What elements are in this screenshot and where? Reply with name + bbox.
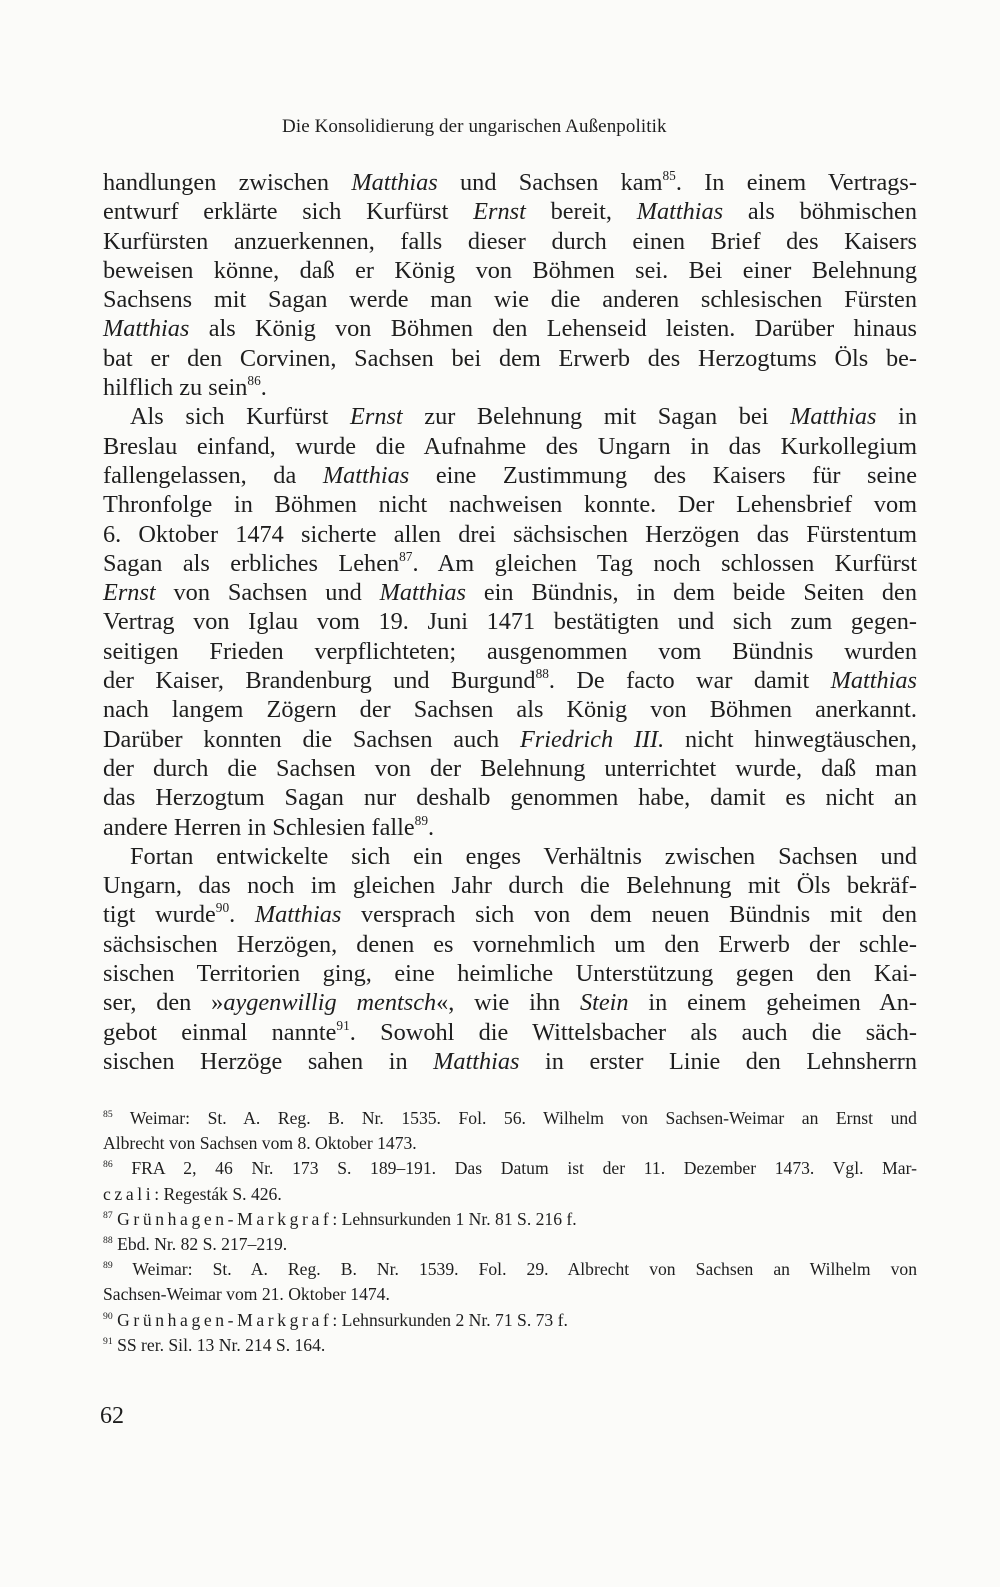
footnote-ref[interactable]: 91 <box>336 1017 350 1033</box>
footnote-ref[interactable]: 87 <box>399 548 413 564</box>
text-line: Thronfolge in Böhmen nicht nachweisen konnte. Der Lehensbrief vom <box>103 491 917 519</box>
text-line: Als sich Kurfürst Ernst zur Belehnung mit Sagan bei Matthias in <box>130 403 917 431</box>
text-line: beweisen könne, daß er König von Böhmen sei. Bei einer Belehnung <box>103 256 917 284</box>
text-line: der durch die Sachsen von der Belehnung unterrichtet wurde, daß man <box>103 754 917 782</box>
text-line: tigt wurde$^{90}$. Matthias versprach sich von dem neuen Bündnis mit den <box>103 900 917 929</box>
text-line: entwurf erklärte sich Kurfürst Ernst bereit, Matthias als böhmischen <box>103 198 917 226</box>
footnote-85-cont: Albrecht von Sachsen vom 8. Oktober 1473. <box>103 1133 417 1154</box>
text-line: der Kaiser, Brandenburg und Burgund$^{88}$. De facto war damit Matthias <box>103 666 917 695</box>
text-line: bat er den Corvinen, Sachsen bei dem Erwerb des Herzogtums Öls be- <box>103 344 917 372</box>
text-line: Ungarn, das noch im gleichen Jahr durch die Belehnung mit Öls bekräf- <box>103 872 917 900</box>
text-line: ser, den »aygenwillig mentsch«, wie ihn Stein in einem geheimen An- <box>103 989 917 1017</box>
text-line: 6. Oktober 1474 sicherte allen drei sächsischen Herzögen das Fürstentum <box>103 520 917 548</box>
text-line: nach langem Zögern der Sachsen als König von Böhmen anerkannt. <box>103 696 917 724</box>
footnotes <box>103 1106 917 1358</box>
text-line: Kurfürsten anzuerkennen, falls dieser durch einen Brief des Kaisers <box>103 227 917 255</box>
text-line: Sagan als erbliches Lehen$^{87}$. Am gleichen Tag noch schlossen Kurfürst <box>103 548 917 577</box>
running-head: Die Konsolidierung der ungarischen Außenpolitik <box>282 116 667 137</box>
footnote-90: $^{90}$ Grünhagen-Markgraf: Lehnsurkunden 2 Nr. 71 S. 73 f. <box>103 1309 568 1330</box>
footnote-ref[interactable]: 90 <box>215 900 230 916</box>
main-text <box>103 168 917 1076</box>
text-line: sischen Herzöge sahen in Matthias in erster Linie den Lehnsherrn <box>103 1047 917 1075</box>
text-line: hilflich zu sein$^{86}$. <box>103 373 267 402</box>
footnote-85: $^{85}$ Weimar: St. A. Reg. B. Nr. 1535. Fol. 56. Wilhelm von Sachsen-Weimar an Ernst und <box>103 1108 917 1128</box>
footnote-ref[interactable]: 89 <box>414 812 429 828</box>
footnote-ref[interactable]: 88 <box>535 666 549 682</box>
page-number: 62 <box>100 1403 124 1429</box>
footnote-89-cont: Sachsen-Weimar vom 21. Oktober 1474. <box>103 1284 390 1305</box>
text-line: sächsischen Herzögen, denen es vornehmlich um den Erwerb der schle- <box>103 930 917 958</box>
text-line: Darüber konnten die Sachsen auch Friedrich III. nicht hinwegtäuschen, <box>103 725 917 753</box>
text-line: gebot einmal nannte$^{91}$. Sowohl die Wittelsbacher als auch die säch- <box>103 1017 917 1046</box>
text-line: Vertrag von Iglau vom 19. Juni 1471 bestätigten und sich zum gegen- <box>103 608 917 636</box>
text-line: Sachsens mit Sagan werde man wie die anderen schlesischen Fürsten <box>103 286 917 314</box>
footnote-89: $^{89}$ Weimar: St. A. Reg. B. Nr. 1539. Fol. 29. Albrecht von Sachsen an Wilhelm von <box>103 1259 917 1280</box>
text-line: Fortan entwickelte sich ein enges Verhältnis zwischen Sachsen und <box>130 842 917 870</box>
text-line: Matthias als König von Böhmen den Lehenseid leisten. Darüber hinaus <box>103 315 917 343</box>
text-line: seitigen Frieden verpflichteten; ausgenommen vom Bündnis wurden <box>103 637 917 665</box>
text-line: andere Herren in Schlesien falle$^{89}$. <box>103 812 435 841</box>
footnote-91: $^{91}$ SS rer. Sil. 13 Nr. 214 S. 164. <box>103 1334 326 1355</box>
text-line: handlungen zwischen Matthias und Sachsen kam$^{85}$. In einem Vertrags- <box>103 167 917 196</box>
text-line: sischen Territorien ging, eine heimliche Unterstützung gegen den Kai- <box>103 960 917 988</box>
footnote-86: $^{86}$ FRA 2, 46 Nr. 173 S. 189–191. Das Datum ist der 11. Dezember 1473. Vgl. Mar- <box>103 1158 917 1179</box>
footnote-87: $^{87}$ Grünhagen-Markgraf: Lehnsurkunden 1 Nr. 81 S. 216 f. <box>103 1208 577 1229</box>
footnote-86-cont: czali: Regesták S. 426. <box>103 1183 282 1204</box>
text-line: Breslau einfand, wurde die Aufnahme des Ungarn in das Kurkollegium <box>103 432 917 460</box>
text-line: Ernst von Sachsen und Matthias ein Bündnis, in dem beide Seiten den <box>103 579 917 607</box>
text-line: das Herzogtum Sagan nur deshalb genommen habe, damit es nicht an <box>103 784 917 812</box>
text-line: fallengelassen, da Matthias eine Zustimmung des Kaisers für seine <box>103 461 917 489</box>
footnote-88: $^{88}$ Ebd. Nr. 82 S. 217–219. <box>103 1233 288 1254</box>
footnote-ref[interactable]: 86 <box>247 373 261 389</box>
footnote-ref[interactable]: 85 <box>662 167 676 183</box>
